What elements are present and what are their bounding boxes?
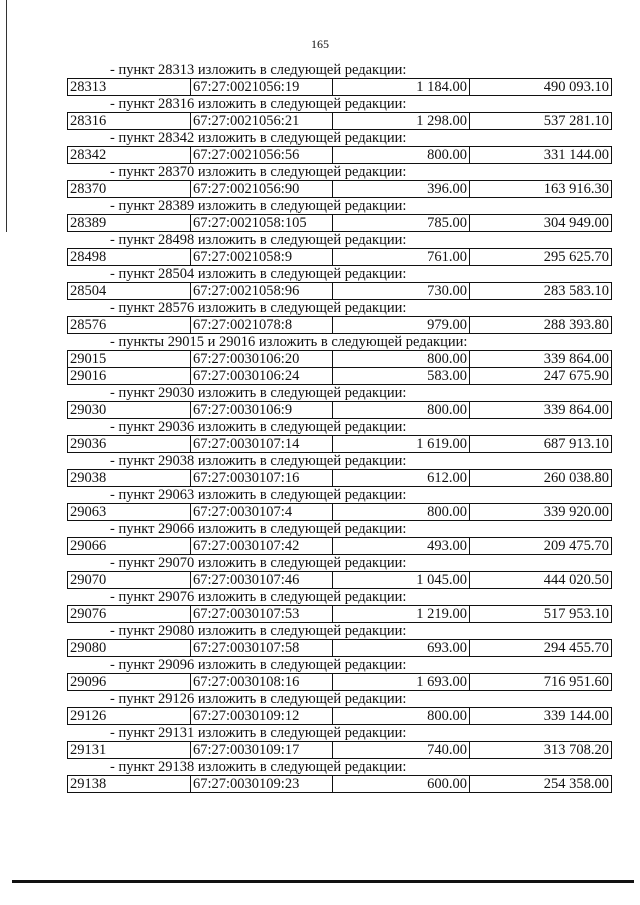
amendment-heading: - пункт 29138 изложить в следующей редакции: (110, 759, 407, 775)
item-number-cell: 28370 (68, 181, 191, 198)
cadastral-number-cell: 67:27:0030106:20 (191, 351, 333, 368)
table-row (68, 351, 612, 368)
value-cell: 687 913.10 (470, 436, 612, 453)
item-number-cell: 28576 (68, 317, 191, 334)
amendment-table (67, 741, 612, 759)
item-number-cell: 29066 (68, 538, 191, 555)
amendment-section (67, 198, 612, 232)
amendment-heading: - пункт 28342 изложить в следующей редакции: (110, 130, 407, 146)
area-cell: 800.00 (333, 708, 470, 725)
area-cell: 1 693.00 (333, 674, 470, 691)
amendment-section (67, 300, 612, 334)
cadastral-number-cell: 67:27:0030107:42 (191, 538, 333, 555)
amendment-table (67, 146, 612, 164)
table-row (68, 317, 612, 334)
value-cell: 254 358.00 (470, 776, 612, 793)
cadastral-number-cell: 67:27:0030109:12 (191, 708, 333, 725)
table-row (68, 79, 612, 96)
amendment-heading: - пункт 29070 изложить в следующей редакции: (110, 555, 407, 571)
table-row (68, 181, 612, 198)
value-cell: 339 864.00 (470, 402, 612, 419)
amendment-heading: - пункт 29036 изложить в следующей редакции: (110, 419, 407, 435)
amendment-table (67, 282, 612, 300)
item-number-cell: 29131 (68, 742, 191, 759)
item-number-cell: 28316 (68, 113, 191, 130)
value-cell: 283 583.10 (470, 283, 612, 300)
value-cell: 209 475.70 (470, 538, 612, 555)
area-cell: 1 298.00 (333, 113, 470, 130)
amendment-table (67, 112, 612, 130)
cadastral-number-cell: 67:27:0030107:46 (191, 572, 333, 589)
area-cell: 600.00 (333, 776, 470, 793)
cadastral-number-cell: 67:27:0030106:24 (191, 368, 333, 385)
item-number-cell: 28504 (68, 283, 191, 300)
amendment-section (67, 232, 612, 266)
table-row (68, 147, 612, 164)
amendment-table (67, 180, 612, 198)
item-number-cell: 29016 (68, 368, 191, 385)
item-number-cell: 29080 (68, 640, 191, 657)
amendment-heading: - пункт 29038 изложить в следующей редакции: (110, 453, 407, 469)
value-cell: 247 675.90 (470, 368, 612, 385)
amendment-section (67, 419, 612, 453)
amendment-section (67, 657, 612, 691)
cadastral-number-cell: 67:27:0021056:19 (191, 79, 333, 96)
table-row (68, 708, 612, 725)
amendment-section (67, 164, 612, 198)
amendment-heading: - пункт 28389 изложить в следующей редакции: (110, 198, 407, 214)
amendment-heading: - пункт 29126 изложить в следующей редакции: (110, 691, 407, 707)
amendment-heading: - пункт 28504 изложить в следующей редакции: (110, 266, 407, 282)
amendment-table (67, 435, 612, 453)
cadastral-number-cell: 67:27:0021058:105 (191, 215, 333, 232)
amendment-section (67, 62, 612, 96)
value-cell: 295 625.70 (470, 249, 612, 266)
area-cell: 1 184.00 (333, 79, 470, 96)
amendment-heading: - пункты 29015 и 29016 изложить в следующей редакции: (110, 334, 468, 350)
amendment-section (67, 725, 612, 759)
item-number-cell: 29015 (68, 351, 191, 368)
cadastral-number-cell: 67:27:0030109:17 (191, 742, 333, 759)
cadastral-number-cell: 67:27:0030109:23 (191, 776, 333, 793)
amendment-heading: - пункт 29131 изложить в следующей редакции: (110, 725, 407, 741)
table-row (68, 504, 612, 521)
table-row (68, 606, 612, 623)
area-cell: 730.00 (333, 283, 470, 300)
table-row (68, 538, 612, 555)
area-cell: 979.00 (333, 317, 470, 334)
amendment-section (67, 759, 612, 793)
amendment-table (67, 248, 612, 266)
amendment-table (67, 673, 612, 691)
area-cell: 800.00 (333, 504, 470, 521)
cadastral-number-cell: 67:27:0021056:21 (191, 113, 333, 130)
amendment-section (67, 555, 612, 589)
cadastral-number-cell: 67:27:0030107:14 (191, 436, 333, 453)
cadastral-number-cell: 67:27:0030107:4 (191, 504, 333, 521)
area-cell: 612.00 (333, 470, 470, 487)
amendment-heading: - пункт 29063 изложить в следующей редакции: (110, 487, 407, 503)
bottom-rule (12, 880, 634, 883)
area-cell: 740.00 (333, 742, 470, 759)
table-row (68, 776, 612, 793)
item-number-cell: 28342 (68, 147, 191, 164)
amendment-section (67, 385, 612, 419)
item-number-cell: 29070 (68, 572, 191, 589)
value-cell: 294 455.70 (470, 640, 612, 657)
area-cell: 761.00 (333, 249, 470, 266)
area-cell: 1 045.00 (333, 572, 470, 589)
amendment-table (67, 537, 612, 555)
amendment-section (67, 130, 612, 164)
area-cell: 693.00 (333, 640, 470, 657)
area-cell: 800.00 (333, 351, 470, 368)
table-row (68, 572, 612, 589)
amendment-heading: - пункт 29076 изложить в следующей редакции: (110, 589, 407, 605)
amendment-section (67, 487, 612, 521)
amendment-table (67, 571, 612, 589)
cadastral-number-cell: 67:27:0021056:90 (191, 181, 333, 198)
value-cell: 716 951.60 (470, 674, 612, 691)
cadastral-number-cell: 67:27:0030107:16 (191, 470, 333, 487)
area-cell: 583.00 (333, 368, 470, 385)
amendment-table (67, 503, 612, 521)
amendment-table (67, 350, 612, 385)
amendment-section (67, 623, 612, 657)
value-cell: 490 093.10 (470, 79, 612, 96)
amendment-table (67, 316, 612, 334)
item-number-cell: 29036 (68, 436, 191, 453)
item-number-cell: 28389 (68, 215, 191, 232)
item-number-cell: 29038 (68, 470, 191, 487)
table-row (68, 249, 612, 266)
table-row (68, 113, 612, 130)
left-margin-line (6, 0, 7, 232)
cadastral-number-cell: 67:27:0021058:96 (191, 283, 333, 300)
amendment-table (67, 605, 612, 623)
amendment-heading: - пункт 28370 изложить в следующей редакции: (110, 164, 407, 180)
cadastral-number-cell: 67:27:0021056:56 (191, 147, 333, 164)
item-number-cell: 29076 (68, 606, 191, 623)
value-cell: 260 038.80 (470, 470, 612, 487)
amendment-table (67, 469, 612, 487)
value-cell: 517 953.10 (470, 606, 612, 623)
item-number-cell: 28498 (68, 249, 191, 266)
cadastral-number-cell: 67:27:0030107:58 (191, 640, 333, 657)
value-cell: 537 281.10 (470, 113, 612, 130)
amendment-section (67, 691, 612, 725)
page-number: 165 (311, 37, 329, 51)
amendment-heading: - пункт 29066 изложить в следующей редакции: (110, 521, 407, 537)
document-body (67, 62, 612, 793)
amendment-section (67, 453, 612, 487)
amendment-section (67, 96, 612, 130)
cadastral-number-cell: 67:27:0030108:16 (191, 674, 333, 691)
amendment-section (67, 266, 612, 300)
item-number-cell: 29126 (68, 708, 191, 725)
area-cell: 1 619.00 (333, 436, 470, 453)
table-row (68, 470, 612, 487)
value-cell: 288 393.80 (470, 317, 612, 334)
table-row (68, 742, 612, 759)
amendment-heading: - пункт 29080 изложить в следующей редакции: (110, 623, 407, 639)
area-cell: 800.00 (333, 147, 470, 164)
value-cell: 163 916.30 (470, 181, 612, 198)
amendment-section (67, 521, 612, 555)
table-row (68, 640, 612, 657)
amendment-table (67, 78, 612, 96)
area-cell: 785.00 (333, 215, 470, 232)
table-row (68, 215, 612, 232)
cadastral-number-cell: 67:27:0030107:53 (191, 606, 333, 623)
item-number-cell: 28313 (68, 79, 191, 96)
amendment-heading: - пункт 29096 изложить в следующей редакции: (110, 657, 407, 673)
value-cell: 331 144.00 (470, 147, 612, 164)
table-row (68, 674, 612, 691)
amendment-table (67, 401, 612, 419)
amendment-heading: - пункт 28313 изложить в следующей редакции: (110, 62, 407, 78)
amendment-heading: - пункт 28576 изложить в следующей редакции: (110, 300, 407, 316)
table-row (68, 283, 612, 300)
value-cell: 304 949.00 (470, 215, 612, 232)
cadastral-number-cell: 67:27:0021058:9 (191, 249, 333, 266)
table-row (68, 436, 612, 453)
amendment-heading: - пункт 28316 изложить в следующей редакции: (110, 96, 407, 112)
cadastral-number-cell: 67:27:0030106:9 (191, 402, 333, 419)
area-cell: 493.00 (333, 538, 470, 555)
amendment-table (67, 639, 612, 657)
amendment-heading: - пункт 29030 изложить в следующей редакции: (110, 385, 407, 401)
amendment-section (67, 334, 612, 385)
area-cell: 396.00 (333, 181, 470, 198)
item-number-cell: 29096 (68, 674, 191, 691)
amendment-section (67, 589, 612, 623)
amendment-heading: - пункт 28498 изложить в следующей редакции: (110, 232, 407, 248)
item-number-cell: 29030 (68, 402, 191, 419)
value-cell: 313 708.20 (470, 742, 612, 759)
value-cell: 339 864.00 (470, 351, 612, 368)
item-number-cell: 29063 (68, 504, 191, 521)
value-cell: 444 020.50 (470, 572, 612, 589)
item-number-cell: 29138 (68, 776, 191, 793)
area-cell: 1 219.00 (333, 606, 470, 623)
area-cell: 800.00 (333, 402, 470, 419)
amendment-table (67, 707, 612, 725)
cadastral-number-cell: 67:27:0021078:8 (191, 317, 333, 334)
value-cell: 339 144.00 (470, 708, 612, 725)
amendment-table (67, 775, 612, 793)
value-cell: 339 920.00 (470, 504, 612, 521)
table-row (68, 402, 612, 419)
amendment-table (67, 214, 612, 232)
table-row (68, 368, 612, 385)
